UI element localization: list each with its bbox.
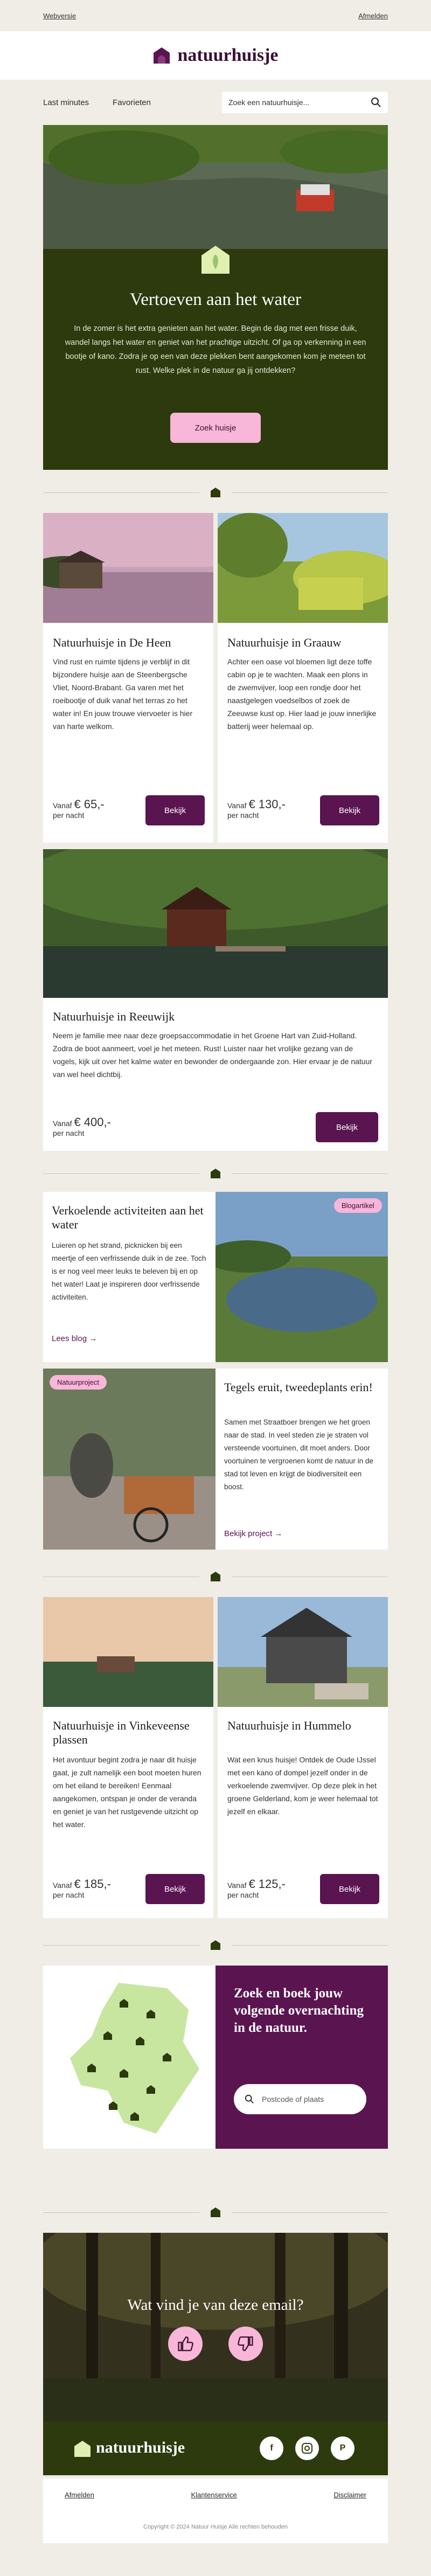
listing-price: Vanaf € 185,- per nacht	[53, 1877, 111, 1899]
divider	[43, 1571, 388, 1582]
nav-last-minutes[interactable]: Last minutes	[43, 98, 89, 107]
listing-title: Natuurhuisje in Reeuwijk	[53, 1010, 175, 1023]
listing-desc: Wat een knus huisje! Ontdek de Oude IJssel met een kano of dompel jezelf onder in de verkoelende zwemvijver. Op deze plek in het groene Gelderland, kom je weer helemaal tot jezelf en elkaar.	[227, 1755, 378, 1816]
thumbs-up-button[interactable]	[168, 2327, 203, 2361]
listing-card-reeuwijk	[43, 849, 388, 1151]
feedback-question: Wat vind je van deze email?	[127, 2296, 304, 2314]
listing-title: Natuurhuisje in De Heen	[53, 636, 171, 649]
house-icon	[199, 244, 232, 276]
listing-card-vinkeveen	[43, 1597, 213, 1918]
unsubscribe-link[interactable]: Afmelden	[358, 11, 388, 20]
listing-price: Vanaf € 125,- per nacht	[227, 1877, 286, 1899]
listing-title: Natuurhuisje in Hummelo	[227, 1719, 351, 1732]
search-house-button[interactable]: Zoek huisje	[170, 413, 261, 443]
logo-text[interactable]: natuurhuisje	[177, 45, 279, 65]
house-mark-icon	[210, 1571, 221, 1582]
divider	[43, 1168, 388, 1179]
listing-desc: Achter een oase vol bloemen ligt deze toffe cabin op je te wachten. Maak een plons in de zwemvijver, loop een rondje door het naastgelegen voedselbos of zoek de Zeeuwse kust op. Hier laad je jouw innerlijke batterij weer helemaal op.	[227, 657, 377, 731]
divider	[43, 1940, 388, 1950]
footer-brand-bar	[43, 2421, 388, 2475]
thumbs-down-icon	[238, 2336, 254, 2352]
feedback-section	[43, 2233, 388, 2421]
listing-title: Natuurhuisje in Vinkeveense plassen	[53, 1719, 190, 1746]
footer-customer-service-link[interactable]: Klantenservice	[191, 2490, 237, 2499]
header	[0, 31, 431, 80]
hero-image	[43, 125, 388, 249]
project-tag: Natuurproject	[50, 1375, 107, 1390]
nav-favorites[interactable]: Favorieten	[113, 98, 151, 107]
thumbs-up-icon	[177, 2336, 193, 2352]
blog-text: Luieren op het strand, picknicken bij een meertje of een verfrissende duik in de zee. Toch is er nog veel meer leuks te beleven bij en op het water! Laat je inspireren door verfrissende activiteiten.	[52, 1241, 206, 1301]
arrow-right-icon: →	[89, 1334, 98, 1343]
logo-icon	[73, 2440, 92, 2458]
logo-icon	[152, 46, 171, 65]
listing-card-hummelo	[218, 1597, 388, 1918]
view-button[interactable]: Bekijk	[316, 1112, 378, 1142]
listing-image	[43, 1597, 213, 1707]
view-project-link[interactable]: Bekijk project →	[224, 1529, 283, 1538]
listing-price: Vanaf € 65,- per nacht	[53, 797, 105, 820]
view-button[interactable]: Bekijk	[320, 1874, 379, 1904]
house-mark-icon	[210, 1168, 221, 1179]
hero-title: Vertoeven aan het water	[130, 290, 301, 309]
listing-price: Vanaf € 130,- per nacht	[227, 797, 286, 820]
project-image	[43, 1369, 215, 1550]
read-blog-link[interactable]: Lees blog →	[52, 1334, 98, 1343]
top-bar	[0, 0, 431, 31]
map-cta-title: Zoek en boek jouw volgende overnachting in de natuur.	[234, 1986, 364, 2035]
search-icon[interactable]	[371, 97, 381, 108]
pinterest-icon[interactable]: P	[331, 2436, 354, 2460]
hero-text: In de zomer is het extra genieten aan het water. Begin de dag met een frisse duik, wandel langs het water en geniet van het prachtige uitzicht. Of ga op verkenning in een bootje of kano. Zodra je op een van deze plekken bent aangekomen kom je meteen tot rust. Welke plek in de natuur ga jij ontdekken?	[65, 324, 366, 375]
search-input[interactable]	[222, 92, 388, 113]
footer-disclaimer-link[interactable]: Disclaimer	[333, 2490, 366, 2499]
blog-card	[43, 1192, 388, 1362]
listing-title: Natuurhuisje in Graauw	[227, 636, 342, 649]
nav-bar	[43, 92, 388, 113]
listing-image	[218, 513, 388, 623]
listing-price: Vanaf € 400,- per nacht	[53, 1115, 111, 1137]
project-title: Tegels eruit, tweedeplants erin!	[224, 1380, 373, 1394]
footer-links	[43, 2478, 388, 2511]
listing-card-graauw	[218, 513, 388, 843]
location-placeholder: Postcode of plaats	[262, 2095, 324, 2103]
house-mark-icon	[210, 1940, 221, 1950]
copyright: Copyright © 2024 Natuur Huisje Alle rechten behouden	[43, 2511, 388, 2543]
search-placeholder: Zoek een natuurhuisje...	[228, 98, 310, 107]
blog-image	[215, 1192, 388, 1362]
project-card	[43, 1369, 388, 1550]
divider	[43, 487, 388, 498]
forest-image	[43, 2233, 388, 2421]
map-cta-panel	[215, 1966, 388, 2149]
location-input[interactable]	[234, 2084, 366, 2114]
house-mark-icon	[210, 2207, 221, 2218]
listing-image	[43, 513, 213, 623]
footer-logo-text[interactable]: natuurhuisje	[96, 2439, 185, 2456]
search-icon	[245, 2094, 254, 2104]
blog-tag: Blogartikel	[334, 1198, 382, 1213]
listing-desc: Het avontuur begint zodra je naar dit huisje gaat, je zult namelijk een boot moeten huren om het eiland te bereiken! Eenmaal aangekomen, ontspan je onder de veranda en geniet je van het rustgevende uitzicht op het water.	[53, 1755, 201, 1829]
webversion-link[interactable]: Webversie	[43, 11, 77, 20]
listing-desc: Neem je familie mee naar deze groepsaccommodatie in het Groene Hart van Zuid-Holland. Zodra de boot aanmeert, voel je het meteen. Rust! Luister naar het vrolijke gezang van de vogels, kijk uit over het kalme water en bewonder de ondergaande zon. Hier ervaar je de natuur van wel heel dichtbij.	[53, 1031, 373, 1079]
listing-image	[43, 849, 388, 998]
view-button[interactable]: Bekijk	[145, 795, 205, 825]
facebook-icon[interactable]: f	[260, 2436, 283, 2460]
netherlands-map[interactable]	[59, 1977, 205, 2137]
project-text: Samen met Straatboer brengen we het groen naar de stad. In veel steden zie je straten vol versteende voortuinen, dit moet anders. Door voortuinen te vergroenen komt de natuur in de stad tot leven en krijgt de biodiversiteit een boost.	[224, 1418, 373, 1491]
map-cta-section	[43, 1966, 388, 2149]
listing-desc: Vind rust en ruimte tijdens je verblijf in dit bijzondere huisje aan de Steenbergsche Vliet, Noord-Brabant. Ga varen met het roeibootje of duik vanaf het terras zo het water in! En jouw trouwe viervoeter is hier van harte welkom.	[53, 657, 193, 731]
listing-image	[218, 1597, 388, 1707]
footer-unsubscribe-link[interactable]: Afmelden	[65, 2490, 94, 2499]
divider	[43, 2207, 388, 2218]
hero-section	[43, 125, 388, 470]
view-button[interactable]: Bekijk	[320, 795, 379, 825]
arrow-right-icon: →	[274, 1529, 283, 1538]
blog-title: Verkoelende activiteiten aan het water	[52, 1204, 204, 1231]
thumbs-down-button[interactable]	[228, 2327, 263, 2361]
house-mark-icon	[210, 487, 221, 498]
listing-card-de-heen	[43, 513, 213, 843]
view-button[interactable]: Bekijk	[145, 1874, 205, 1904]
instagram-icon[interactable]	[295, 2436, 319, 2460]
